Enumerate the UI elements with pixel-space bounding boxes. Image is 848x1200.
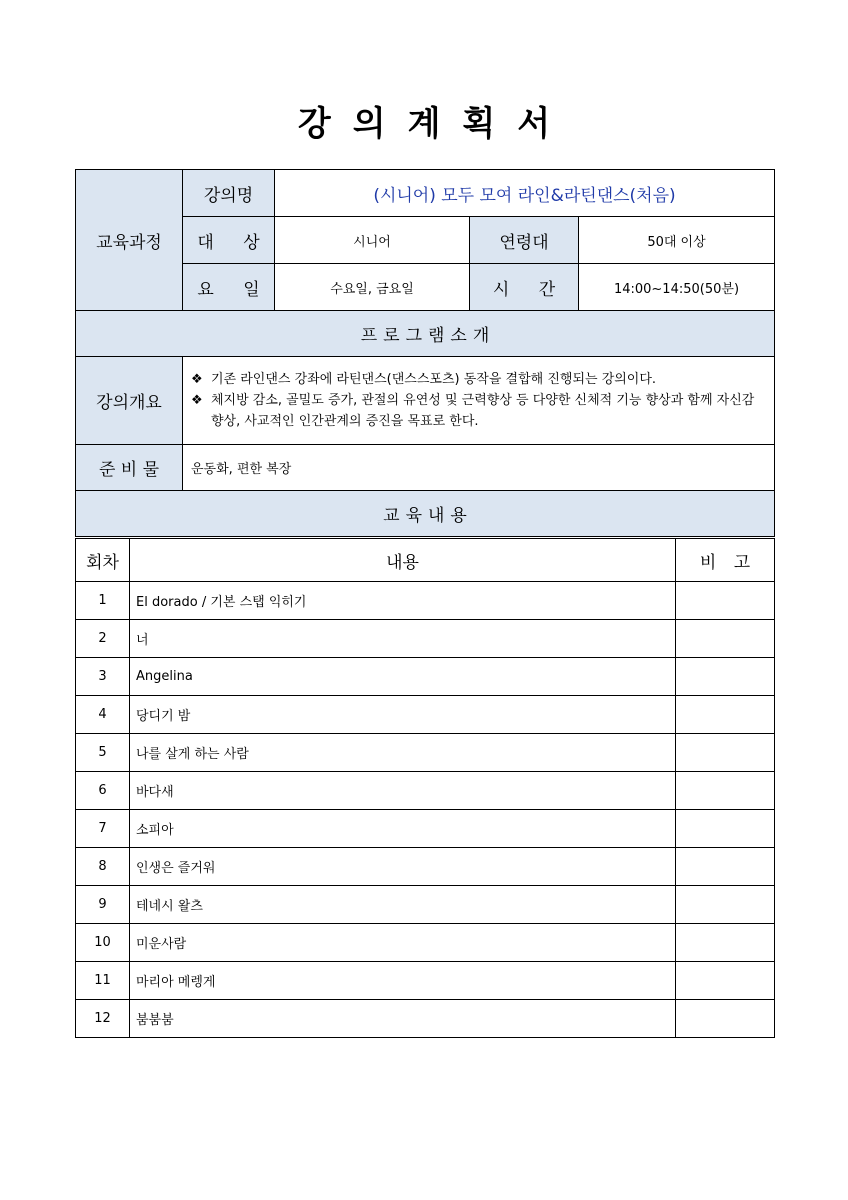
session-content: 바다새	[130, 772, 676, 810]
session-number: 10	[76, 924, 130, 962]
materials-value: 운동화, 편한 복장	[183, 445, 775, 491]
session-content: 미운사람	[130, 924, 676, 962]
day-value: 수요일, 금요일	[275, 264, 470, 311]
course-section-label: 교육과정	[76, 170, 183, 311]
overview-item-text: 체지방 감소, 골밀도 증가, 관절의 유연성 및 근력향상 등 다양한 신체적 기능 향상과 함께 자신감 향상, 사교적인 인간관계의 증진을 목표로 한다.	[211, 393, 755, 429]
age-value: 50대 이상	[579, 217, 775, 264]
overview-item-text: 기존 라인댄스 강좌에 라틴댄스(댄스스포츠) 동작을 결합해 진행되는 강의이다.	[211, 372, 657, 387]
session-note	[676, 734, 775, 772]
curriculum-section-title: 교육내용	[76, 491, 775, 537]
session-note	[676, 886, 775, 924]
table-row	[76, 658, 775, 696]
session-note	[676, 848, 775, 886]
session-content: 소피아	[130, 810, 676, 848]
session-note	[676, 1000, 775, 1038]
document-title: 강의계획서	[297, 104, 573, 144]
session-note	[676, 582, 775, 620]
course-name-label: 강의명	[183, 170, 275, 217]
session-content: Angelina	[130, 658, 676, 696]
table-row	[76, 962, 775, 1000]
overview-item	[191, 369, 768, 390]
session-number: 11	[76, 962, 130, 1000]
table-row	[76, 696, 775, 734]
diamond-bullet-icon: ❖	[191, 372, 203, 387]
session-note	[676, 962, 775, 1000]
session-note	[676, 620, 775, 658]
session-column-header: 회차	[76, 539, 130, 582]
session-content: 테네시 왈츠	[130, 886, 676, 924]
table-row	[76, 772, 775, 810]
session-note	[676, 696, 775, 734]
session-number: 4	[76, 696, 130, 734]
session-number: 5	[76, 734, 130, 772]
session-number: 12	[76, 1000, 130, 1038]
session-number: 6	[76, 772, 130, 810]
overview-list	[183, 357, 775, 445]
session-note	[676, 772, 775, 810]
target-value: 시니어	[275, 217, 470, 264]
table-row	[76, 620, 775, 658]
session-content: El dorado / 기본 스탭 익히기	[130, 582, 676, 620]
target-label: 대 상	[183, 217, 275, 264]
session-content: 마리아 메렝게	[130, 962, 676, 1000]
program-section-title: 프로그램소개	[76, 311, 775, 357]
note-column-header: 비 고	[676, 539, 775, 582]
table-row	[76, 1000, 775, 1038]
time-value: 14:00~14:50(50분)	[579, 264, 775, 311]
session-number: 3	[76, 658, 130, 696]
session-content: 당디기 밤	[130, 696, 676, 734]
materials-label: 준 비 물	[76, 445, 183, 491]
session-content: 너	[130, 620, 676, 658]
session-note	[676, 810, 775, 848]
curriculum-table	[75, 538, 775, 1038]
table-row	[76, 848, 775, 886]
overview-item	[191, 390, 768, 432]
session-number: 9	[76, 886, 130, 924]
course-name-value: (시니어) 모두 모여 라인&라틴댄스(처음)	[275, 170, 775, 217]
session-content: 붐붐붐	[130, 1000, 676, 1038]
time-label: 시 간	[470, 264, 579, 311]
table-row	[76, 810, 775, 848]
diamond-bullet-icon: ❖	[191, 393, 203, 408]
table-row	[76, 582, 775, 620]
session-number: 1	[76, 582, 130, 620]
session-number: 2	[76, 620, 130, 658]
course-info-table	[75, 169, 775, 537]
session-note	[676, 658, 775, 696]
session-number: 7	[76, 810, 130, 848]
session-number: 8	[76, 848, 130, 886]
session-note	[676, 924, 775, 962]
table-row	[76, 734, 775, 772]
session-content: 나를 살게 하는 사람	[130, 734, 676, 772]
day-label: 요 일	[183, 264, 275, 311]
overview-label: 강의개요	[76, 357, 183, 445]
content-column-header: 내용	[130, 539, 676, 582]
curriculum-header-row	[76, 539, 775, 582]
age-label: 연령대	[470, 217, 579, 264]
table-row	[76, 886, 775, 924]
table-row	[76, 924, 775, 962]
session-content: 인생은 즐거워	[130, 848, 676, 886]
